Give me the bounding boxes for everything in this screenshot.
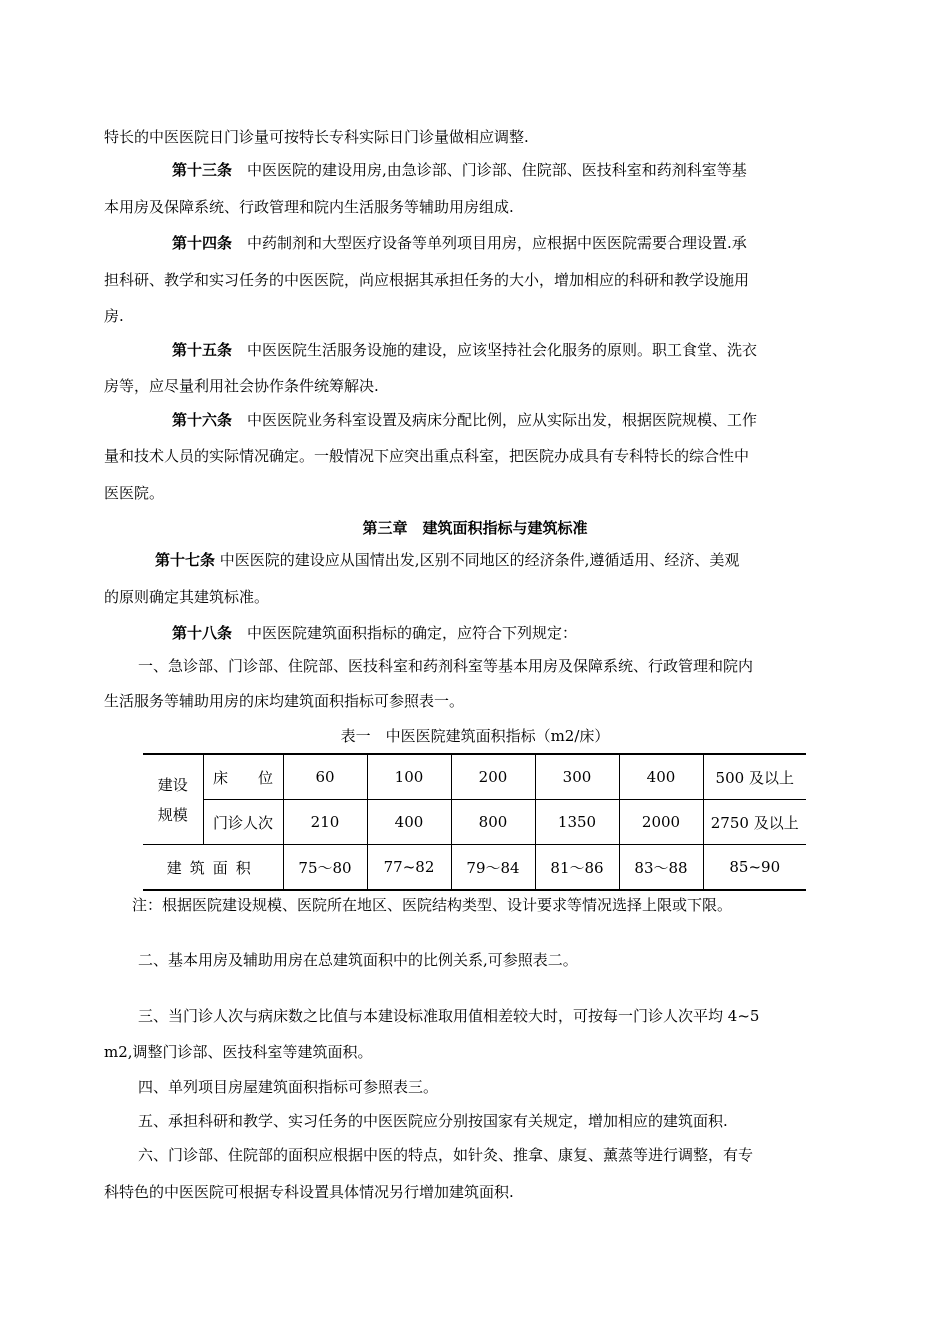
article-13: 第十三条 中医医院的建设用房,由急诊部、门诊部、住院部、医技科室和药剂科室等基 (172, 161, 747, 179)
article-15-title: 第十五条 (172, 341, 233, 359)
item-6: 六、门诊部、住院部的面积应根据中医的特点，如针灸、推拿、康复、薰蒸等进行调整，有专 (138, 1146, 754, 1164)
article-17-line2: 的原则确定其建筑标准。 (104, 588, 270, 606)
article-15-line2: 房等，应尽量利用社会协作条件统筹解决. (104, 377, 379, 395)
article-15: 第十五条 中医医院生活服务设施的建设，应该坚持社会化服务的原则。职工食堂、洗衣 (172, 341, 758, 359)
article-14-title: 第十四条 (172, 234, 233, 252)
item-4: 四、单列项目房屋建筑面积指标可参照表三。 (138, 1078, 439, 1096)
table-cell: 1350 (535, 800, 619, 845)
table-cell: 75～80 (283, 845, 367, 891)
table-cell: 800 (451, 800, 535, 845)
area-index-table (143, 753, 806, 891)
article-13-line2: 本用房及保障系统、行政管理和院内生活服务等辅助用房组成. (104, 198, 514, 216)
table-row (143, 845, 806, 891)
article-17: 第十七条 中医医院的建设应从国情出发,区别不同地区的经济条件,遵循适用、经济、美观 (155, 551, 740, 569)
article-18-title: 第十八条 (172, 624, 233, 642)
table-cell: 210 (283, 800, 367, 845)
table-note: 注：根据医院建设规模、医院所在地区、医院结构类型、设计要求等情况选择上限或下限。 (132, 896, 733, 914)
item-1-line2: 生活服务等辅助用房的床均建筑面积指标可参照表一。 (104, 692, 465, 710)
chapter-heading: 第三章 建筑面积指标与建筑标准 (362, 519, 588, 537)
table-cell: 85~90 (703, 845, 806, 891)
item-3: 三、当门诊人次与病床数之比值与本建设标准取用值相差较大时，可按每一门诊人次平均 4~5 (138, 1007, 760, 1025)
table-cell: 79～84 (451, 845, 535, 891)
table-cell: 200 (451, 754, 535, 800)
article-16-line3: 医医院。 (104, 484, 165, 502)
item-1: 一、急诊部、门诊部、住院部、医技科室和药剂科室等基本用房及保障系统、行政管理和院内 (138, 657, 754, 675)
paragraph-continuation: 特长的中医医院日门诊量可按特长专科实际日门诊量做相应调整. (104, 128, 529, 146)
visits-label-cell: 门诊人次 (203, 800, 283, 845)
scale-header-cell: 建设 规模 (143, 754, 203, 845)
item-6-line2: 科特色的中医医院可根据专科设置具体情况另行增加建筑面积. (104, 1183, 514, 1201)
table-cell: 81～86 (535, 845, 619, 891)
table-caption: 表一 中医医院建筑面积指标（m2/床） (340, 727, 610, 745)
table-cell: 2000 (619, 800, 703, 845)
article-17-title: 第十七条 (155, 551, 216, 569)
article-16-line2: 量和技术人员的实际情况确定。一般情况下应突出重点科室，把医院办成具有专科特长的综合性中 (104, 447, 750, 465)
item-2: 二、基本用房及辅助用房在总建筑面积中的比例关系,可参照表二。 (138, 951, 578, 969)
table-cell: 100 (367, 754, 451, 800)
table-row (143, 754, 806, 800)
article-18: 第十八条 中医医院建筑面积指标的确定，应符合下列规定： (172, 624, 578, 642)
article-14: 第十四条 中药制剂和大型医疗设备等单列项目用房，应根据中医医院需要合理设置.承 (172, 234, 747, 252)
table-cell: 2750 及以上 (703, 800, 806, 845)
article-16: 第十六条 中医医院业务科室设置及病床分配比例，应从实际出发，根据医院规模、工作 (172, 411, 758, 429)
article-13-title: 第十三条 (172, 161, 233, 179)
article-14-line3: 房. (104, 307, 124, 325)
table-cell: 400 (367, 800, 451, 845)
table-cell: 60 (283, 754, 367, 800)
area-label-cell: 建筑面积 (143, 845, 283, 891)
table-cell: 77~82 (367, 845, 451, 891)
table-cell: 400 (619, 754, 703, 800)
beds-label-cell: 床 位 (203, 754, 283, 800)
item-5: 五、承担科研和教学、实习任务的中医医院应分别按国家有关规定，增加相应的建筑面积. (138, 1112, 728, 1130)
article-14-line2: 担科研、教学和实习任务的中医医院，尚应根据其承担任务的大小，增加相应的科研和教学设施用 (104, 271, 750, 289)
table-cell: 83～88 (619, 845, 703, 891)
article-16-title: 第十六条 (172, 411, 233, 429)
table-cell: 300 (535, 754, 619, 800)
item-3-line2: m2,调整门诊部、医技科室等建筑面积。 (104, 1043, 373, 1061)
table-cell: 500 及以上 (703, 754, 806, 800)
table-row (143, 800, 806, 845)
